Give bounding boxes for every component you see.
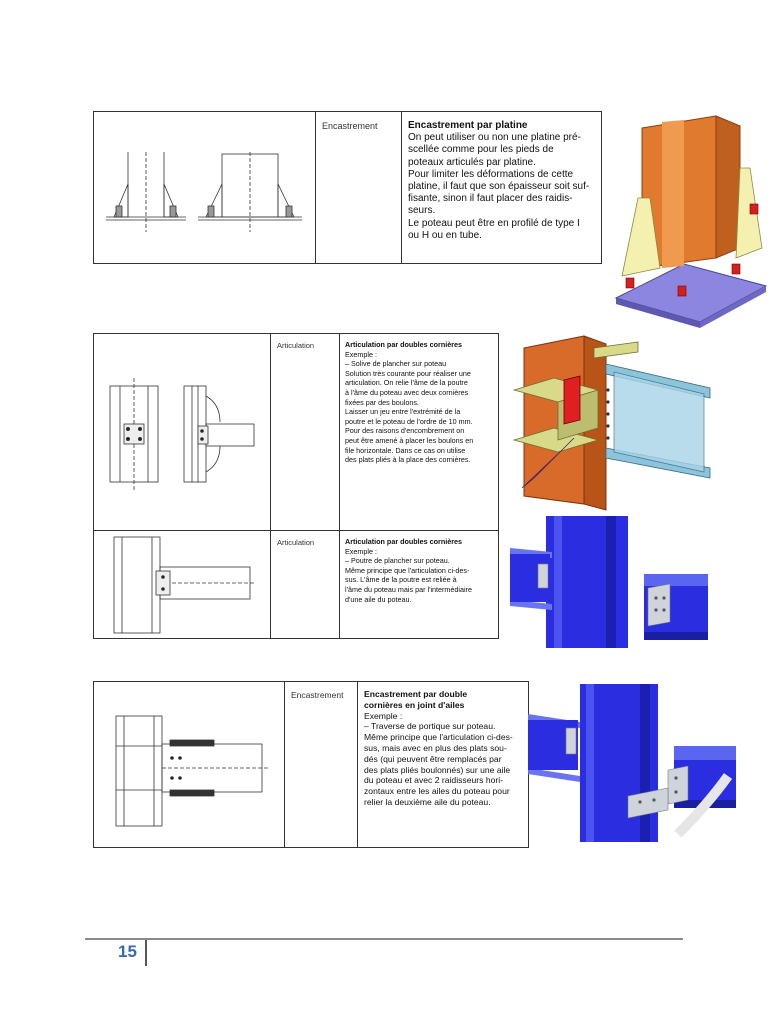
base-plate-3d-illustration [612,108,768,268]
row-3-line: sus. L'âme de la poutre est reliée à [345,575,457,585]
row-3-line: – Poutre de plancher sur poteau. [345,556,450,566]
row-3-line: d'une aile du poteau. [345,594,412,604]
row-2-line: peut être amené à placer les boulons en [345,435,474,445]
row-4-type-label: Encastrement [291,690,344,700]
row-1-line: Le poteau peut être en profilé de type I [408,217,580,229]
row-2-line: – Solive de plancher sur poteau [345,359,447,369]
row-2-line: articulation. On relie l'âme de la poutre [345,378,468,388]
row-1-line: On peut utiliser ou non une platine pré- [408,132,581,144]
row-3-line: Même principe que l'articulation ci-des- [345,565,470,575]
row-2-line: Exemple : [345,349,377,359]
row-1-line: fisante, sinon il faut placer des raidis- [408,193,573,205]
row-4-line: dés (qui peuvent être remplacés par [364,753,502,764]
row-2-line: file horizontale. Dans ce cas on utilise [345,445,466,455]
row-4-line: zontaux entre les ailes du poteau pour [364,786,510,797]
page-number: 15 [118,942,137,961]
flange-joint-fixed-drawing [94,682,284,848]
row-4-line: relier la deuxième aile du poteau. [364,796,491,807]
row-3-title: Articulation par doubles cornières [345,537,463,546]
footer-rule [85,938,683,940]
row-1-line: seurs. [408,205,436,217]
row-3-line: l'âme du poteau mais par l'intermédiaire [345,584,472,594]
row-3-description [345,537,499,604]
row-2-3-table [93,333,499,639]
row-2-line: Solution très courante pour réaliser une [345,368,471,378]
row-1-line: ou H ou en tube. [408,229,482,241]
row-2-type-label: Articulation [277,341,315,350]
row-2-line: fixées par des boulons. [345,397,419,407]
row-2-line: à l'âme du poteau avec deux cornières [345,387,469,397]
joist-column-hinge-drawing [94,334,270,530]
row-1-title: Encastrement par platine [408,120,528,131]
row-4-title: cornières en joint d'ailes [364,699,465,710]
beam-column-hinge-drawing [94,531,270,639]
row-2-line: Pour des raisons d'encombrement on [345,426,465,436]
row-1-line: platine, il faut que son épaisseur soit suf- [408,181,590,193]
row-2-title: Articulation par doubles cornières [345,340,463,349]
row-4-line: du poteau et avec 2 raidisseurs hori- [364,775,504,786]
row-1-line: scellée comme pour les pieds de [408,144,554,156]
row-4-line: des plats pliés boulonnés) sur une aile [364,764,511,775]
row-2-description [345,340,499,465]
row-1-type-label: Encastrement [322,121,378,131]
row-2-line: poutre et le poteau de l'ordre de 10 mm. [345,416,473,426]
row-1-description [408,120,600,242]
row-4-line: – Traverse de portique sur poteau. [364,721,496,732]
row-4-line: Exemple : [364,710,403,721]
row-3-line: Exemple : [345,546,377,556]
base-plate-fixed-drawing [94,112,314,262]
row-1-line: poteaux articulés par platine. [408,156,536,168]
row-2-line: Laisser un jeu entre l'extrémité de la [345,407,461,417]
row-1-table [93,111,602,264]
row-4-line: sus, mais avec en plus des plats sou- [364,742,507,753]
row-1-line: Pour limiter les déformations de cette [408,168,574,180]
row-4-title: Encastrement par double [364,689,468,699]
row-3-type-label: Articulation [277,538,315,547]
joist-column-3d-illustration [514,328,714,508]
row-4-description [364,689,528,808]
page-number-separator [145,940,147,966]
row-2-line: des plats pliés à la place des cornières. [345,455,471,465]
row-4-table [93,681,529,848]
row-4-line: Même principe que l'articulation ci-des- [364,732,513,743]
beam-column-3d-illustration [510,514,710,648]
flange-joint-3d-illustration [528,684,740,844]
